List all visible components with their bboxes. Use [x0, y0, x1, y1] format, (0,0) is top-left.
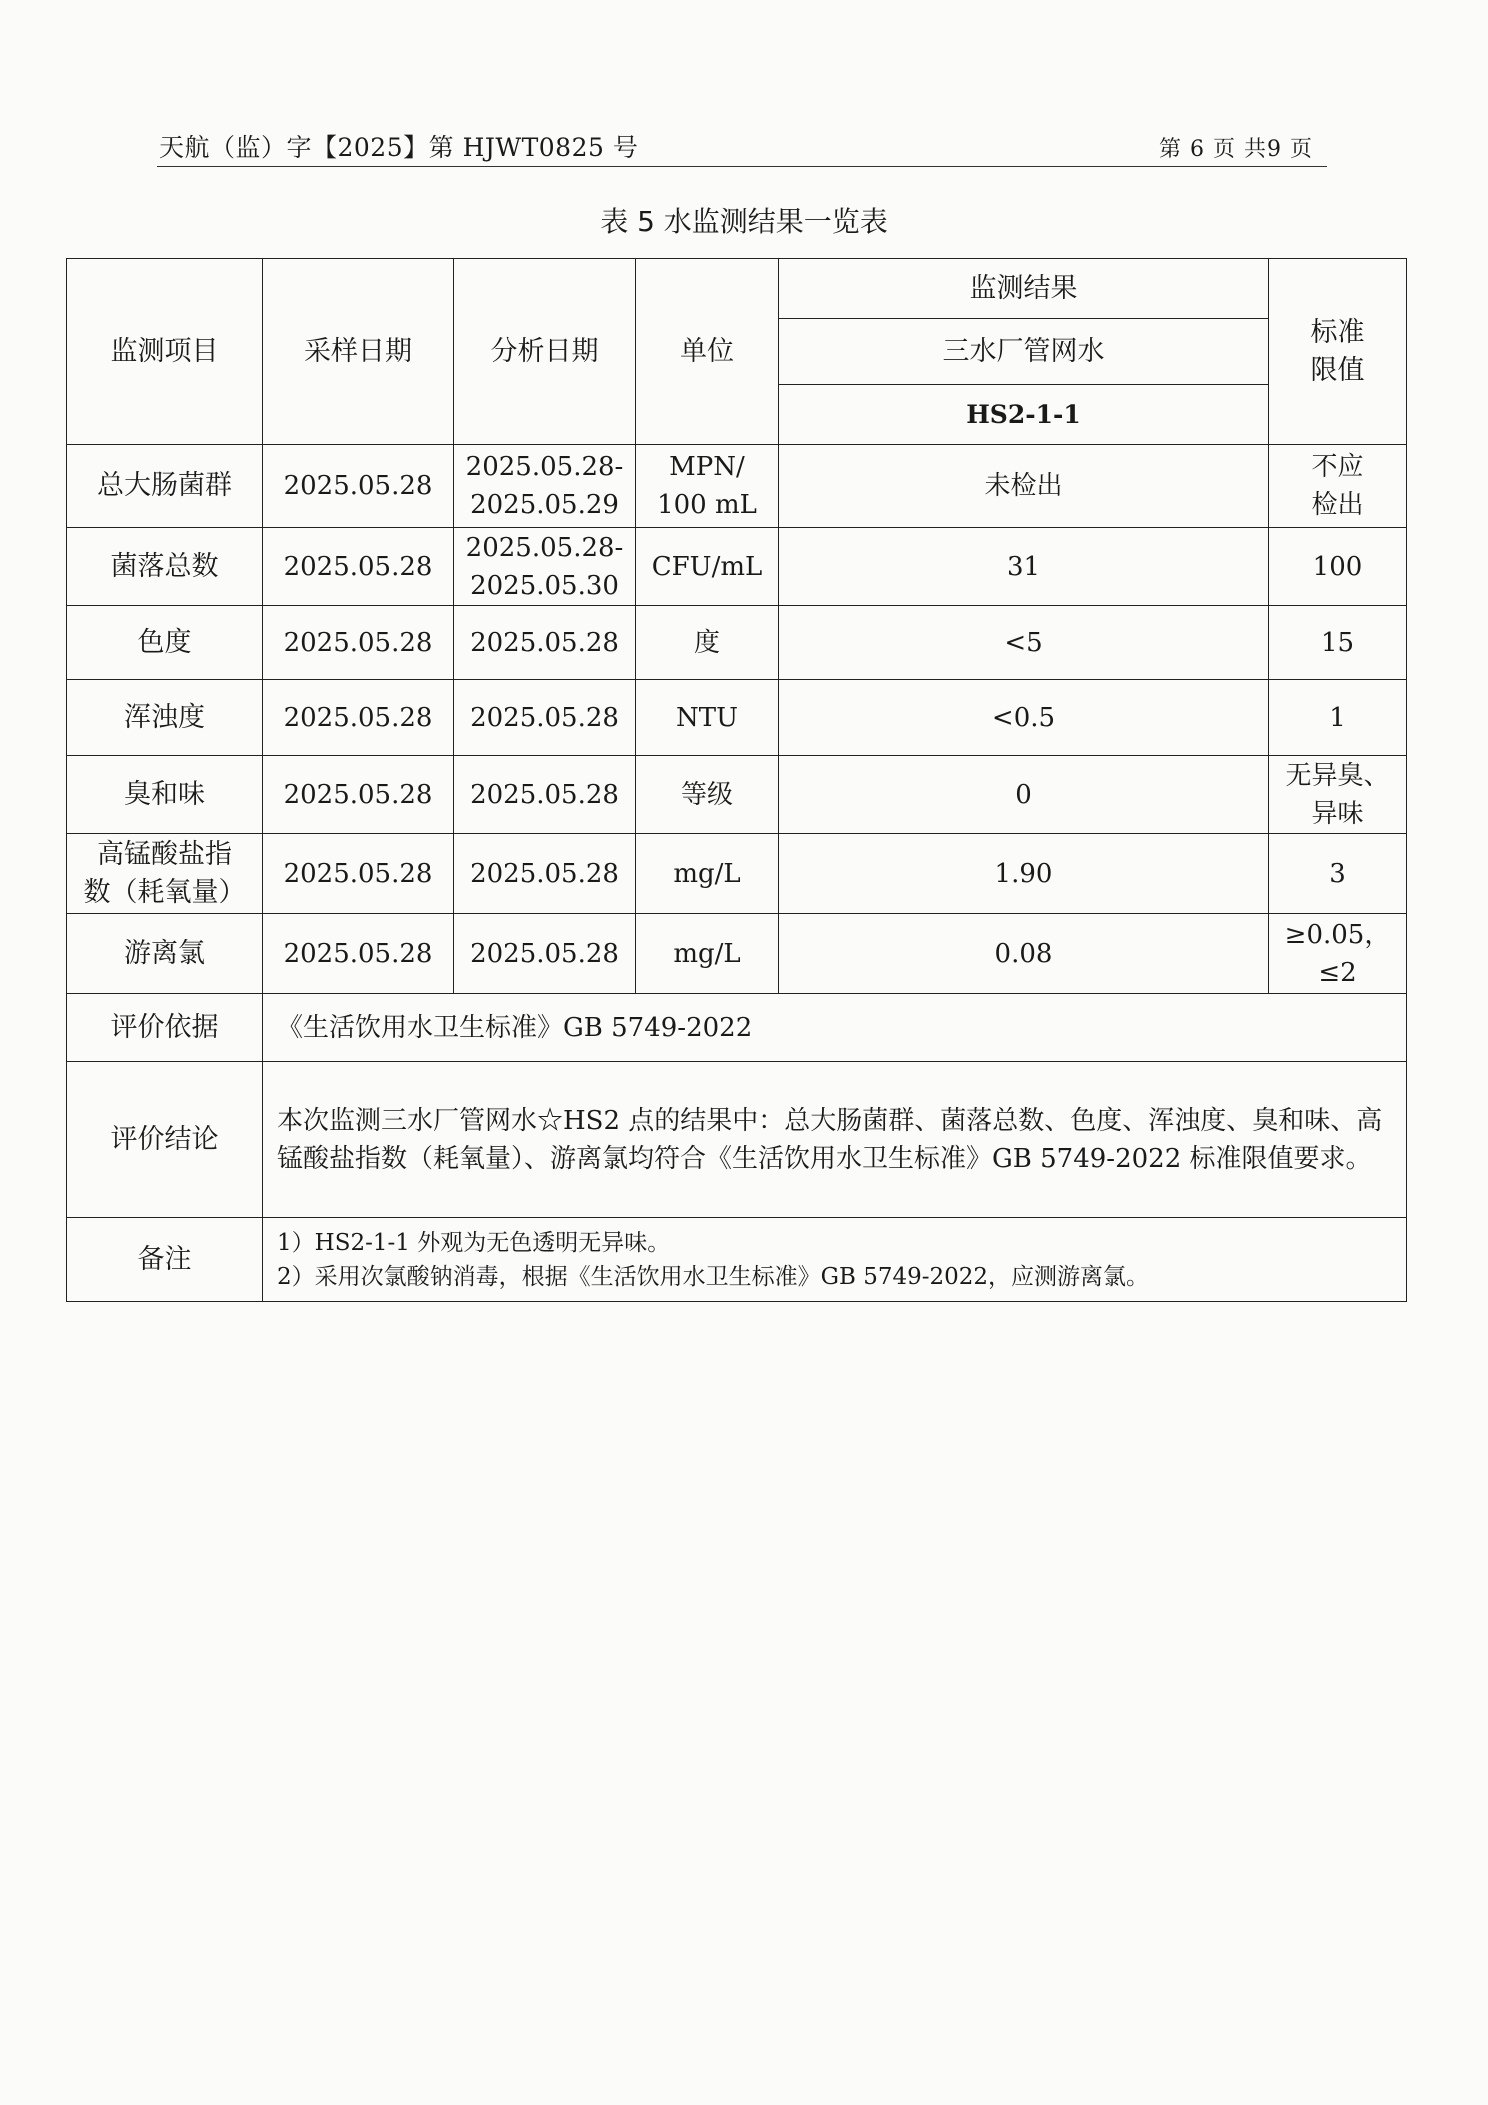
table-row	[67, 680, 1407, 756]
cell-item	[67, 606, 263, 680]
cell-analysis-date	[454, 680, 636, 756]
col-header-limit-line2: 限值	[1310, 354, 1365, 386]
cell-unit	[636, 756, 779, 834]
cell-analysis-date-line: 2025.05.29	[470, 490, 619, 520]
cell-unit	[636, 680, 779, 756]
cell-item-line: 臭和味	[124, 778, 205, 810]
table-row	[67, 834, 1407, 914]
cell-item-line: 菌落总数	[110, 550, 219, 582]
cell-limit	[1269, 914, 1407, 994]
cell-analysis-date-line: 2025.05.28	[470, 779, 619, 810]
cell-unit-line: 等级	[680, 779, 733, 810]
col-header-sampling-date: 采样日期	[263, 259, 454, 445]
col-header-location: 三水厂管网水	[779, 319, 1269, 385]
cell-sampling-date: 2025.05.28	[263, 528, 454, 606]
cell-limit	[1269, 528, 1407, 606]
conclusion-text: 本次监测三水厂管网水☆HS2 点的结果中：总大肠菌群、菌落总数、色度、浑浊度、臭和味、高锰酸盐指数（耗氧量）、游离氯均符合《生活饮用水卫生标准》GB 5749-2022 标准限值要求。	[263, 1062, 1407, 1218]
table-row	[67, 606, 1407, 680]
cell-unit-line: mg/L	[673, 858, 741, 889]
cell-item	[67, 445, 263, 528]
cell-sampling-date: 2025.05.28	[263, 914, 454, 994]
cell-limit	[1269, 680, 1407, 756]
cell-unit	[636, 914, 779, 994]
cell-limit-line: 异味	[1311, 798, 1364, 829]
table-row	[67, 914, 1407, 994]
note-line: 2）采用次氯酸钠消毒，根据《生活饮用水卫生标准》GB 5749-2022，应测游离氯。	[277, 1263, 1150, 1290]
cell-unit	[636, 834, 779, 914]
cell-item	[67, 680, 263, 756]
col-header-result: 监测结果	[779, 259, 1269, 319]
cell-limit-line: ≥0.05，	[1284, 919, 1391, 950]
cell-analysis-date	[454, 756, 636, 834]
cell-analysis-date	[454, 606, 636, 680]
cell-result: 31	[779, 528, 1269, 606]
cell-item	[67, 834, 263, 914]
cell-result: 未检出	[779, 445, 1269, 528]
cell-unit-line: mg/L	[673, 938, 741, 969]
conclusion-row	[67, 1062, 1407, 1218]
col-header-limit-line1: 标准	[1310, 316, 1365, 348]
cell-unit-line: NTU	[675, 702, 738, 733]
notes-text	[263, 1218, 1407, 1302]
conclusion-label: 评价结论	[67, 1062, 263, 1218]
cell-analysis-date-line: 2025.05.28-	[465, 532, 624, 563]
cell-analysis-date	[454, 445, 636, 528]
cell-sampling-date: 2025.05.28	[263, 606, 454, 680]
col-header-item: 监测项目	[67, 259, 263, 445]
cell-analysis-date-line: 2025.05.28	[470, 702, 619, 733]
col-header-analysis-date: 分析日期	[454, 259, 636, 445]
cell-result: <5	[779, 606, 1269, 680]
table-row	[67, 445, 1407, 528]
cell-item-line: 总大肠菌群	[97, 470, 232, 501]
page-number: 第 6 页 共9 页	[1159, 137, 1313, 162]
cell-sampling-date: 2025.05.28	[263, 445, 454, 528]
cell-unit-line: 度	[693, 627, 720, 658]
cell-limit-line: 不应	[1311, 452, 1364, 482]
cell-limit	[1269, 606, 1407, 680]
cell-result: 0	[779, 756, 1269, 834]
cell-unit	[636, 528, 779, 606]
results-table	[66, 258, 1407, 1302]
cell-analysis-date-line: 2025.05.28-	[465, 452, 624, 482]
col-header-unit: 单位	[636, 259, 779, 445]
notes-row	[67, 1218, 1407, 1302]
cell-analysis-date-line: 2025.05.28	[470, 627, 619, 658]
cell-analysis-date	[454, 834, 636, 914]
col-header-sample-id: HS2-1-1	[779, 385, 1269, 445]
cell-unit	[636, 445, 779, 528]
basis-row	[67, 994, 1407, 1062]
basis-label: 评价依据	[67, 994, 263, 1062]
table-title: 表 5 水监测结果一览表	[600, 205, 888, 238]
cell-result: 1.90	[779, 834, 1269, 914]
cell-limit-line: 15	[1320, 627, 1355, 658]
cell-analysis-date	[454, 914, 636, 994]
table-row	[67, 528, 1407, 606]
cell-analysis-date-line: 2025.05.28	[470, 938, 619, 969]
cell-unit-line: MPN/	[669, 452, 745, 482]
cell-limit-line: 3	[1329, 858, 1346, 889]
cell-item-line: 浑浊度	[124, 701, 205, 733]
col-header-limit	[1269, 259, 1407, 445]
header-row	[67, 259, 1407, 319]
cell-analysis-date	[454, 528, 636, 606]
note-line: 1）HS2-1-1 外观为无色透明无异味。	[277, 1229, 671, 1256]
cell-result: 0.08	[779, 914, 1269, 994]
cell-result: <0.5	[779, 680, 1269, 756]
cell-limit-line: 无异臭、	[1285, 760, 1390, 791]
cell-limit-line: ≤2	[1318, 957, 1357, 988]
cell-unit-line: CFU/mL	[651, 551, 763, 582]
cell-item-line: 数（耗氧量）	[83, 876, 246, 908]
cell-item-line: 游离氯	[124, 937, 205, 969]
cell-item	[67, 914, 263, 994]
page-header	[157, 126, 1327, 167]
cell-unit	[636, 606, 779, 680]
cell-sampling-date: 2025.05.28	[263, 756, 454, 834]
cell-limit	[1269, 445, 1407, 528]
cell-limit	[1269, 756, 1407, 834]
cell-limit-line: 检出	[1311, 490, 1364, 520]
cell-sampling-date: 2025.05.28	[263, 680, 454, 756]
cell-analysis-date-line: 2025.05.30	[470, 570, 619, 601]
cell-unit-line: 100 mL	[657, 490, 757, 520]
cell-item-line: 高锰酸盐指	[97, 838, 232, 870]
cell-item-line: 色度	[137, 626, 192, 658]
cell-analysis-date-line: 2025.05.28	[470, 858, 619, 889]
notes-label: 备注	[67, 1218, 263, 1302]
cell-sampling-date: 2025.05.28	[263, 834, 454, 914]
cell-limit-line: 1	[1329, 702, 1346, 733]
report-number: 天航（监）字【2025】第 HJWT0825 号	[159, 133, 639, 162]
cell-item	[67, 528, 263, 606]
table-row	[67, 756, 1407, 834]
cell-limit-line: 100	[1312, 551, 1363, 582]
cell-item	[67, 756, 263, 834]
basis-text: 《生活饮用水卫生标准》GB 5749-2022	[263, 994, 1407, 1062]
cell-limit	[1269, 834, 1407, 914]
